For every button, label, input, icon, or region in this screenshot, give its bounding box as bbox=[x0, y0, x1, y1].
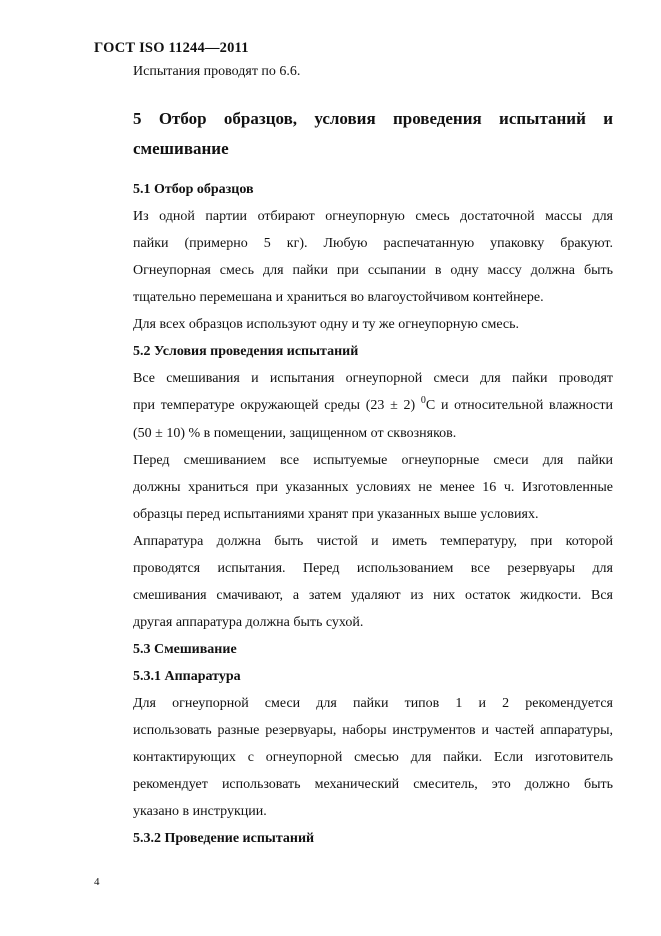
paragraph-5-2-c: Аппаратура должна быть чистой и иметь температуру, при которой проводятся испытания. Перед использованием все резервуары для смешивания смачивают, а затем удаляют из них остаток жидкости. Вся другая аппаратура должна быть сухой. bbox=[133, 534, 613, 630]
paragraph-5-1-b: Для всех образцов используют одну и ту же огнеупорную смесь. bbox=[133, 317, 520, 332]
document-body bbox=[94, 176, 613, 852]
heading-5-1: 5.1 Отбор образцов bbox=[133, 182, 254, 197]
paragraph-5-2-b: Перед смешиванием все испытуемые огнеупорные смеси для пайки должны храниться при указанных условиях не менее 16 ч. Изготовленные образцы перед испытаниями хранят при указанных выше условиях. bbox=[133, 453, 613, 522]
heading-5-3-1: 5.3.1 Аппаратура bbox=[133, 669, 241, 684]
section-5-title bbox=[133, 104, 613, 164]
intro-text: Испытания проводят по 6.6. bbox=[133, 64, 301, 79]
page-number: 4 bbox=[94, 876, 100, 888]
paragraph-5-2-a: Все смешивания и испытания огнеупорной смеси для пайки проводят при температуре окружающей среды (23 ± 2) $^0$С и относительной влажности (50 ± 10) % в помещении, защищенном от сквозняков. bbox=[133, 371, 613, 441]
heading-5-2: 5.2 Условия проведения испытаний bbox=[133, 344, 359, 359]
section-title-line2: смешивание bbox=[133, 139, 229, 158]
heading-5-3-2: 5.3.2 Проведение испытаний bbox=[133, 831, 315, 846]
document-header: ГОСТ ISO 11244—2011 bbox=[94, 40, 249, 56]
paragraph-5-3-1: Для огнеупорной смеси для пайки типов 1 и 2 рекомендуется использовать разные резервуары, наборы инструментов и частей аппаратуры, контактирующих с огнеупорной смесью для пайки. Если изготовитель рекомендует использовать механический смеситель, это должно быть указано в инструкции. bbox=[133, 696, 613, 819]
heading-5-3: 5.3 Смешивание bbox=[133, 642, 237, 657]
section-title-line1: 5 Отбор образцов, условия проведения испытаний и bbox=[133, 109, 613, 128]
paragraph-5-1-a: Из одной партии отбирают огнеупорную смесь достаточной массы для пайки (примерно 5 кг). Любую распечатанную упаковку бракуют. Огнеупорная смесь для пайки при ссыпании в одну массу должна быть тщательно перемешана и храниться во влагоустойчивом контейнере. bbox=[133, 209, 613, 305]
